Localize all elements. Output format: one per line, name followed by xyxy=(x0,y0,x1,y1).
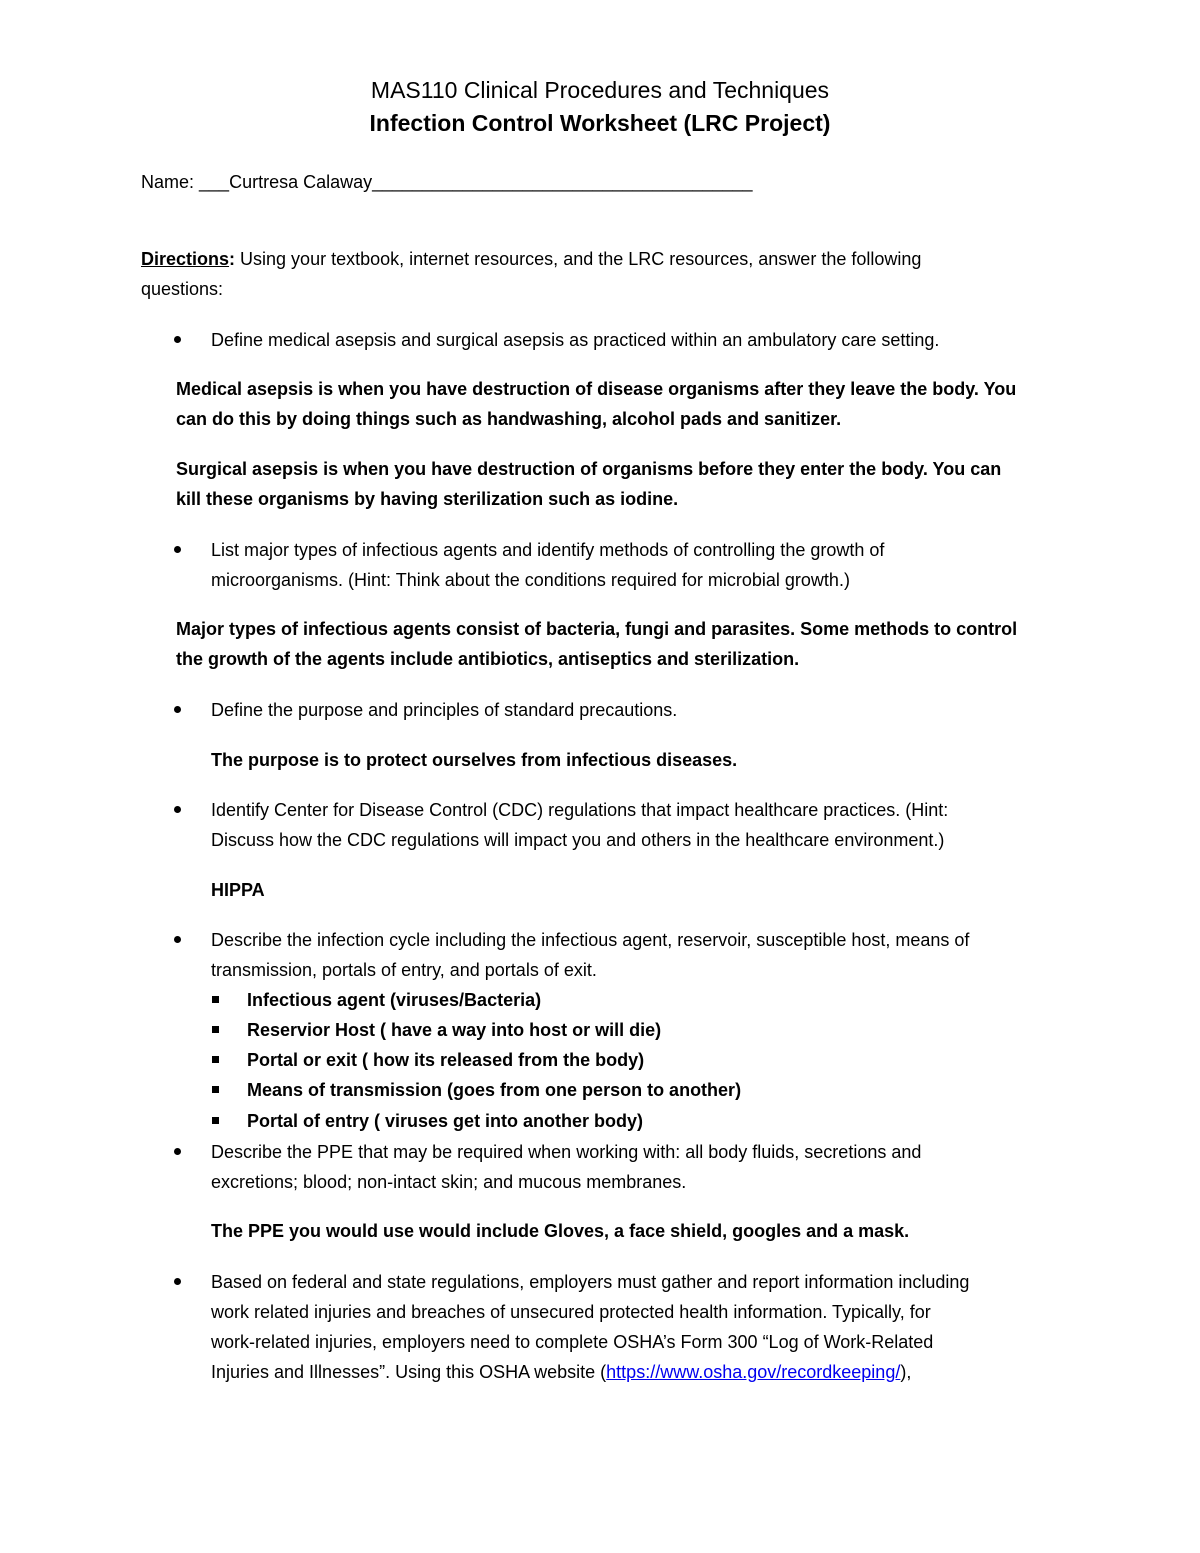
infection-cycle-item: Portal or exit ( how its released from the body) xyxy=(247,1050,645,1070)
infection-cycle-item: Portal of entry ( viruses get into another body) xyxy=(247,1111,644,1131)
square-bullet-icon xyxy=(212,1056,219,1063)
directions-label: Directions xyxy=(141,249,230,269)
bullet-icon xyxy=(174,706,181,713)
answer-6: The PPE you would use would include Gloves, a face shield, googles and a mask. xyxy=(211,1221,910,1241)
directions-line-2: questions: xyxy=(141,279,224,299)
question-7-line-4-suffix: ), xyxy=(900,1362,912,1382)
answer-3: The purpose is to protect ourselves from infectious diseases. xyxy=(211,750,738,770)
name-value: ___Curtresa Calaway______________________________________ xyxy=(199,172,753,192)
osha-recordkeeping-link[interactable]: https://www.osha.gov/recordkeeping/ xyxy=(606,1362,901,1382)
question-2-line-2: microorganisms. (Hint: Think about the conditions required for microbial growth.) xyxy=(211,570,850,590)
bullet-icon xyxy=(174,546,181,553)
directions-line-1 xyxy=(141,244,921,274)
bullet-icon xyxy=(174,336,181,343)
bullet-icon xyxy=(174,1278,181,1285)
answer-1a-line-1: Medical asepsis is when you have destruction of disease organisms after they leave the body. You xyxy=(176,379,1017,399)
infection-cycle-item: Reservior Host ( have a way into host or will die) xyxy=(247,1020,662,1040)
question-7-line-4 xyxy=(211,1357,911,1387)
square-bullet-icon xyxy=(212,1117,219,1124)
bullet-icon xyxy=(174,806,181,813)
question-6-line-2: excretions; blood; non-intact skin; and mucous membranes. xyxy=(211,1172,687,1192)
answer-1a-line-2: can do this by doing things such as handwashing, alcohol pads and sanitizer. xyxy=(176,409,842,429)
question-3-text: Define the purpose and principles of standard precautions. xyxy=(211,700,678,720)
name-label: Name: xyxy=(141,172,200,192)
question-7-line-1: Based on federal and state regulations, employers must gather and report information including xyxy=(211,1272,970,1292)
answer-1b-line-1: Surgical asepsis is when you have destruction of organisms before they enter the body. You can xyxy=(176,459,1002,479)
square-bullet-icon xyxy=(212,1026,219,1033)
name-line xyxy=(141,167,753,197)
square-bullet-icon xyxy=(212,1086,219,1093)
directions-text: Using your textbook, internet resources, and the LRC resources, answer the following xyxy=(235,249,922,269)
question-5-line-2: transmission, portals of entry, and portals of exit. xyxy=(211,960,597,980)
directions-colon: : xyxy=(229,249,236,269)
answer-2-line-1: Major types of infectious agents consist of bacteria, fungi and parasites. Some methods to control xyxy=(176,619,1018,639)
answer-1b-line-2: kill these organisms by having sterilization such as iodine. xyxy=(176,489,679,509)
infection-cycle-item: Infectious agent (viruses/Bacteria) xyxy=(247,990,542,1010)
square-bullet-icon xyxy=(212,996,219,1003)
question-4-line-1: Identify Center for Disease Control (CDC) regulations that impact healthcare practices. (Hint: xyxy=(211,800,949,820)
question-7-line-3: work-related injuries, employers need to complete OSHA’s Form 300 “Log of Work-Related xyxy=(211,1332,934,1352)
question-7-line-2: work related injuries and breaches of unsecured protected health information. Typically, for xyxy=(211,1302,931,1322)
question-4-line-2: Discuss how the CDC regulations will impact you and others in the healthcare environment.) xyxy=(211,830,945,850)
document-title: MAS110 Clinical Procedures and Techniques xyxy=(370,77,830,103)
question-2-line-1: List major types of infectious agents and identify methods of controlling the growth of xyxy=(211,540,885,560)
question-6-line-1: Describe the PPE that may be required when working with: all body fluids, secretions and xyxy=(211,1142,922,1162)
question-1-text: Define medical asepsis and surgical asepsis as practiced within an ambulatory care setting. xyxy=(211,330,940,350)
document-subtitle: Infection Control Worksheet (LRC Project) xyxy=(369,110,831,136)
answer-4: HIPPA xyxy=(211,880,265,900)
bullet-icon xyxy=(174,1148,181,1155)
question-7-line-4-prefix: Injuries and Illnesses”. Using this OSHA website ( xyxy=(211,1362,607,1382)
answer-2-line-2: the growth of the agents include antibiotics, antiseptics and sterilization. xyxy=(176,649,800,669)
infection-cycle-item: Means of transmission (goes from one person to another) xyxy=(247,1080,742,1100)
question-5-line-1: Describe the infection cycle including the infectious agent, reservoir, susceptible host, means of xyxy=(211,930,970,950)
bullet-icon xyxy=(174,936,181,943)
